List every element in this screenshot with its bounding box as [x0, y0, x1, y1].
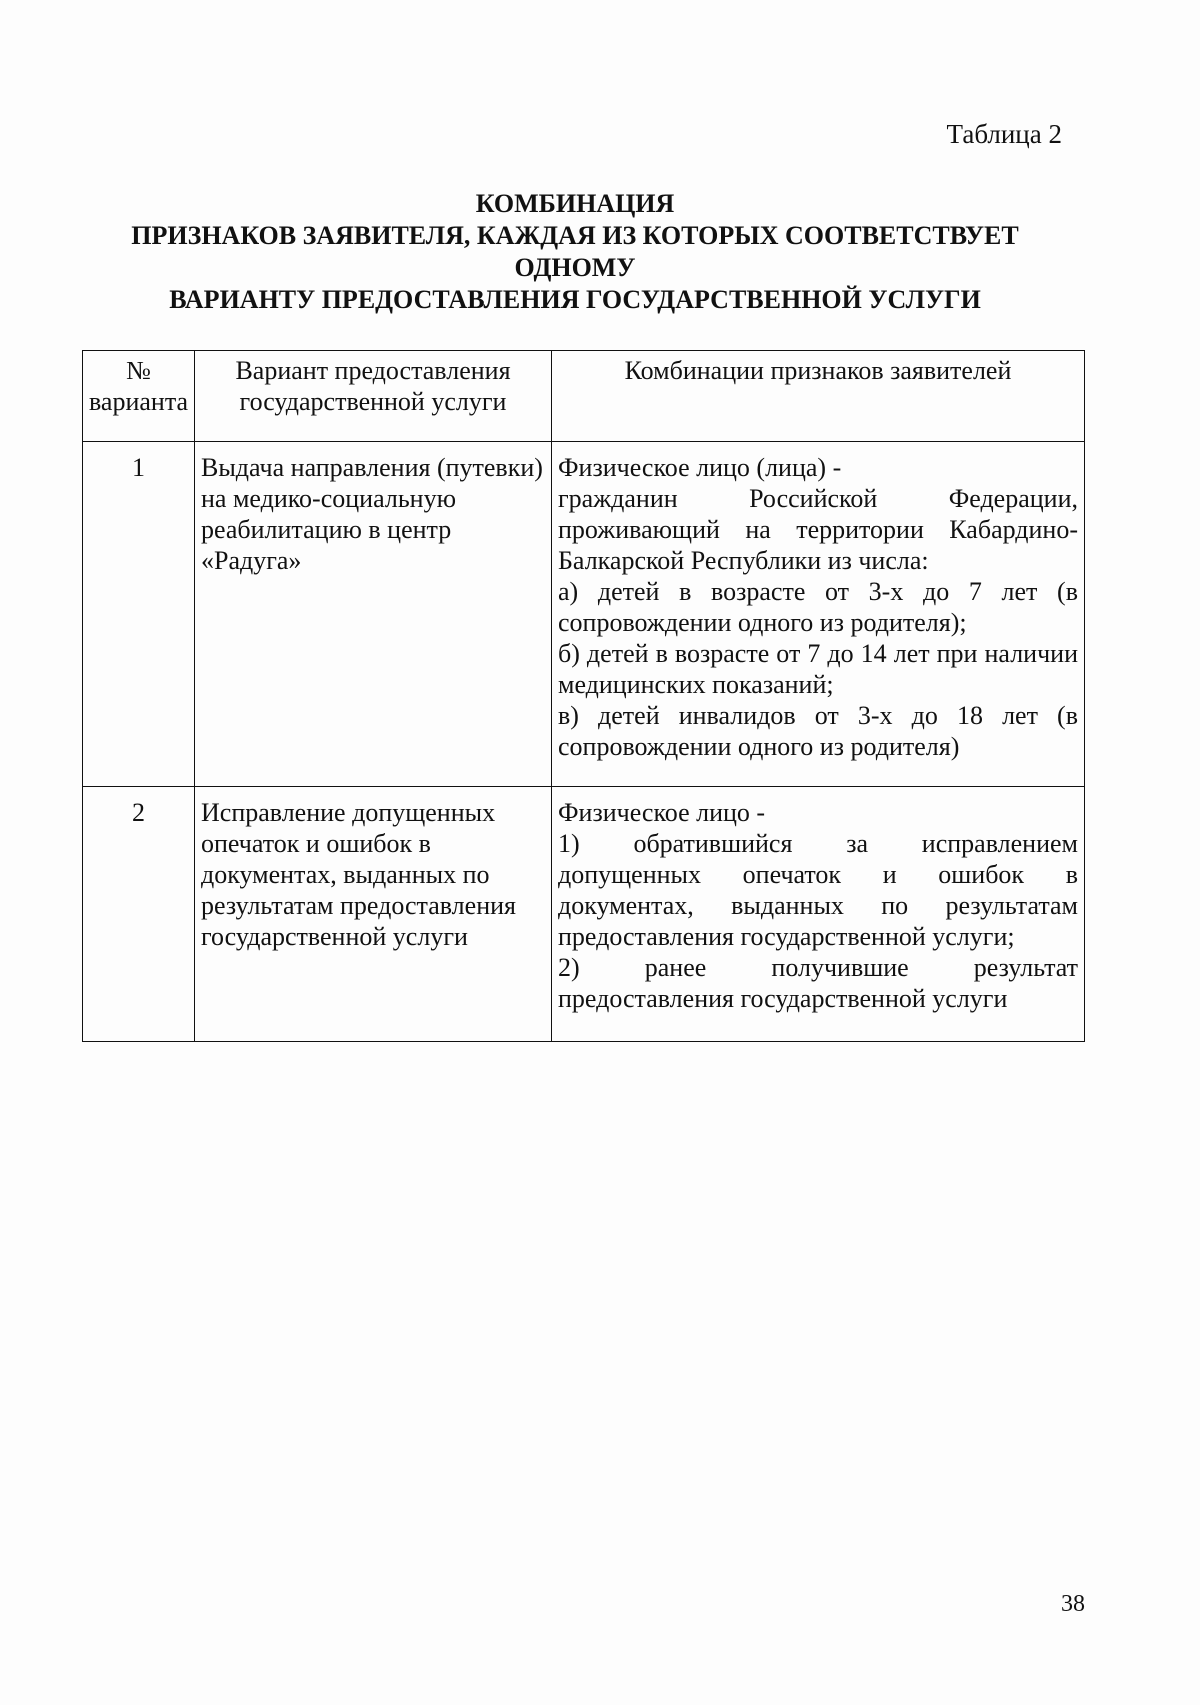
table-row — [83, 442, 1085, 787]
row-2-combination-line: 2) ранее получившие результат предоставления государственной услуги — [558, 953, 1078, 1013]
page-number: 38 — [1061, 1591, 1085, 1617]
title-line-1: КОМБИНАЦИЯ — [475, 189, 675, 218]
header-variant-line-2: государственной услуги — [239, 387, 507, 416]
header-number-symbol: № — [126, 356, 151, 385]
header-number — [83, 351, 195, 442]
row-2-variant: Исправление допущенных опечаток и ошибок в документах, выданных по результатам предоставления государственной услуги — [195, 787, 552, 1042]
row-1-combination-line: гражданин Российской Федерации, проживающий на территории Кабардино-Балкарской Республики из числа: — [558, 484, 1078, 575]
row-1-combination-line: Физическое лицо (лица) - — [558, 453, 842, 482]
row-1-combination-line: а) детей в возрасте от 3-х до 7 лет (в сопровождении одного из родителя); — [558, 577, 1078, 637]
title-line-2: ПРИЗНАКОВ ЗАЯВИТЕЛЯ, КАЖДАЯ ИЗ КОТОРЫХ СООТВЕТСТВУЕТ — [131, 221, 1019, 250]
row-1-number: 1 — [83, 442, 195, 787]
title-line-3: ОДНОМУ — [514, 253, 636, 282]
header-variant-line-1: Вариант предоставления — [235, 356, 511, 385]
row-2-number: 2 — [83, 787, 195, 1042]
header-variant — [195, 351, 552, 442]
document-title — [70, 188, 1080, 316]
table-label: Таблица 2 — [946, 119, 1062, 149]
row-1-combination — [552, 442, 1085, 787]
header-number-label: варианта — [89, 387, 189, 416]
row-1-combination-line: в) детей инвалидов от 3-х до 18 лет (в сопровождении одного из родителя) — [558, 701, 1078, 761]
table-row — [83, 787, 1085, 1042]
table-header-row — [83, 351, 1085, 442]
row-2-combination-line: 1) обратившийся за исправлением допущенных опечаток и ошибок в документах, выданных по результатам предоставления государственной услуги; — [558, 829, 1078, 951]
header-combination: Комбинации признаков заявителей — [552, 351, 1085, 442]
row-2-combination — [552, 787, 1085, 1042]
title-line-4: ВАРИАНТУ ПРЕДОСТАВЛЕНИЯ ГОСУДАРСТВЕННОЙ УСЛУГИ — [169, 285, 981, 314]
variants-table — [82, 350, 1085, 1042]
row-1-combination-line: б) детей в возрасте от 7 до 14 лет при наличии медицинских показаний; — [558, 639, 1078, 699]
row-1-variant: Выдача направления (путевки) на медико-социальную реабилитацию в центр «Радуга» — [195, 442, 552, 787]
row-2-combination-line: Физическое лицо - — [558, 798, 766, 827]
